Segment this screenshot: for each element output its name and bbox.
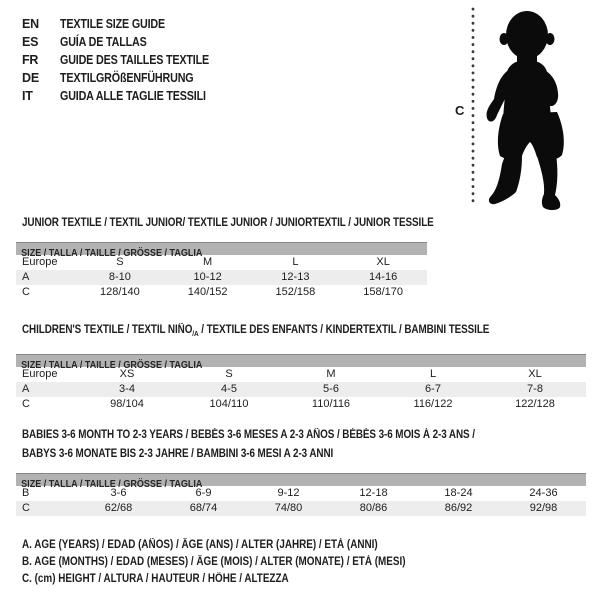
footnote-text: B. AGE (MONTHS) / EDAD (MESES) / ÂGE (MOIS) / ALTER (MONATE) / ETÀ (MESI) bbox=[22, 556, 406, 568]
table-cell: 80/86 bbox=[359, 502, 388, 514]
table-cell: S bbox=[225, 368, 233, 380]
table-cell: XL bbox=[528, 368, 542, 380]
table-cell: 12-18 bbox=[359, 487, 388, 499]
table-cell: M bbox=[203, 256, 213, 268]
table-cell: 110/116 bbox=[311, 398, 351, 410]
footnote-text: A. AGE (YEARS) / EDAD (AÑOS) / ÂGE (ANS) / ALTER (JAHRE) / ETÀ (ANNI) bbox=[22, 539, 378, 551]
table-cell: L bbox=[429, 368, 437, 380]
table-cell: 7-8 bbox=[527, 383, 543, 395]
language-code: FR bbox=[22, 53, 39, 67]
title-subscript: /A bbox=[192, 329, 199, 338]
table-cell: 6-9 bbox=[195, 487, 212, 499]
title-text: / TEXTILE DES ENFANTS / KINDERTEXTIL / BAMBINI TESSILE bbox=[198, 324, 490, 336]
language-label: GUIDE DES TAILLES TEXTILE bbox=[60, 53, 210, 67]
table-cell: 128/140 bbox=[99, 286, 140, 298]
table-row bbox=[16, 397, 586, 412]
table-header-label: SIZE / TALLA / TAILLE / GRÖSSE / TAGLIA bbox=[21, 359, 203, 371]
footnote-text: C. (cm) HEIGHT / ALTURA / HAUTEUR / HÖHE / ALTEZZA bbox=[22, 573, 289, 585]
table-cell: 12-13 bbox=[281, 271, 310, 283]
language-label: TEXTILE SIZE GUIDE bbox=[60, 17, 166, 31]
language-code: DE bbox=[22, 71, 39, 85]
language-label: GUÍA DE TALLAS bbox=[60, 35, 147, 49]
footnote-line bbox=[22, 554, 468, 571]
table-cell: A bbox=[22, 271, 30, 283]
junior-section-title bbox=[22, 214, 501, 233]
table-cell: 116/122 bbox=[413, 398, 453, 410]
table-cell: XS bbox=[119, 368, 135, 380]
junior-size-table bbox=[16, 255, 427, 300]
table-cell: Europe bbox=[22, 256, 58, 268]
table-cell: 68/74 bbox=[189, 502, 218, 514]
table-cell: 98/104 bbox=[110, 398, 144, 410]
height-measure-label: C bbox=[455, 103, 465, 118]
children-section-title bbox=[22, 321, 565, 343]
table-cell: 6-7 bbox=[425, 383, 441, 395]
table-cell: 10-12 bbox=[193, 271, 222, 283]
table-cell: 92/98 bbox=[529, 502, 558, 514]
table-cell: 4-5 bbox=[221, 383, 237, 395]
language-guide-list bbox=[22, 15, 233, 105]
language-code: EN bbox=[22, 17, 39, 31]
table-cell: Europe bbox=[22, 368, 58, 380]
table-cell: XL bbox=[376, 256, 390, 268]
children-table-header-bar bbox=[16, 354, 586, 371]
table-row bbox=[16, 486, 586, 501]
section-title-line bbox=[22, 321, 489, 343]
table-cell: 86/92 bbox=[444, 502, 473, 514]
table-cell: M bbox=[326, 368, 336, 380]
language-label: TEXTILGRÖßENFÜHRUNG bbox=[60, 71, 194, 85]
section-title-line: BABYS 3-6 MONATE BIS 2-3 JAHRE / BAMBINI 3-6 MESI A 2-3 ANNI bbox=[22, 448, 334, 460]
table-cell: 74/80 bbox=[274, 502, 303, 514]
table-cell: 62/68 bbox=[104, 502, 133, 514]
table-cell: C bbox=[22, 502, 30, 514]
list-item bbox=[22, 51, 233, 69]
table-cell: S bbox=[116, 256, 124, 268]
language-code: IT bbox=[22, 89, 33, 103]
table-cell: 3-4 bbox=[119, 383, 135, 395]
table-cell: 158/170 bbox=[363, 286, 403, 298]
table-cell: 140/152 bbox=[187, 286, 228, 298]
children-size-table bbox=[16, 367, 586, 412]
table-cell: L bbox=[292, 256, 299, 268]
table-cell: C bbox=[22, 398, 30, 410]
title-text: CHILDREN'S TEXTILE / TEXTIL NIÑO bbox=[22, 324, 193, 336]
footnote-legend bbox=[22, 537, 468, 588]
list-item bbox=[22, 15, 233, 33]
table-row bbox=[16, 270, 427, 285]
toddler-silhouette-icon bbox=[481, 6, 593, 212]
list-item bbox=[22, 69, 233, 87]
table-cell: C bbox=[22, 286, 30, 298]
table-header-label: SIZE / TALLA / TAILLE / GRÖSSE / TAGLIA bbox=[21, 478, 203, 490]
table-cell: B bbox=[22, 487, 30, 499]
table-cell: 14-16 bbox=[369, 271, 398, 283]
height-measure-dotted-line bbox=[470, 6, 476, 208]
footnote-line bbox=[22, 537, 468, 554]
table-row bbox=[16, 382, 586, 397]
table-row bbox=[16, 367, 586, 382]
table-cell: 9-12 bbox=[277, 487, 300, 499]
language-code: ES bbox=[22, 35, 39, 49]
section-title-line: JUNIOR TEXTILE / TEXTIL JUNIOR/ TEXTILE JUNIOR / JUNIORTEXTIL / JUNIOR TESSILE bbox=[22, 217, 434, 229]
table-header-label: SIZE / TALLA / TAILLE / GRÖSSE / TAGLIA bbox=[21, 247, 203, 259]
table-row bbox=[16, 255, 427, 270]
babies-size-table bbox=[16, 486, 586, 516]
table-cell: 18-24 bbox=[444, 487, 473, 499]
table-cell: 8-10 bbox=[108, 271, 131, 283]
list-item bbox=[22, 87, 233, 105]
footnote-line bbox=[22, 571, 468, 588]
list-item bbox=[22, 33, 233, 51]
table-cell: A bbox=[22, 383, 30, 395]
table-row bbox=[16, 285, 427, 300]
table-row bbox=[16, 501, 586, 516]
babies-table-header-bar bbox=[16, 473, 586, 490]
table-cell: 104/110 bbox=[209, 398, 249, 410]
table-cell: 152/158 bbox=[275, 286, 316, 298]
table-cell: 24-36 bbox=[529, 487, 558, 499]
babies-section-title bbox=[22, 426, 549, 464]
table-cell: 122/128 bbox=[515, 398, 555, 410]
language-label: GUIDA ALLE TAGLIE TESSILI bbox=[60, 89, 206, 103]
table-cell: 5-6 bbox=[323, 383, 339, 395]
junior-table-header-bar bbox=[16, 242, 427, 259]
section-title-line: BABIES 3-6 MONTH TO 2-3 YEARS / BEBÉS 3-6 MESES A 2-3 AÑOS / BÉBÉS 3-6 MOIS À 2-3 ANS / bbox=[22, 429, 475, 441]
table-cell: 3-6 bbox=[110, 487, 127, 499]
